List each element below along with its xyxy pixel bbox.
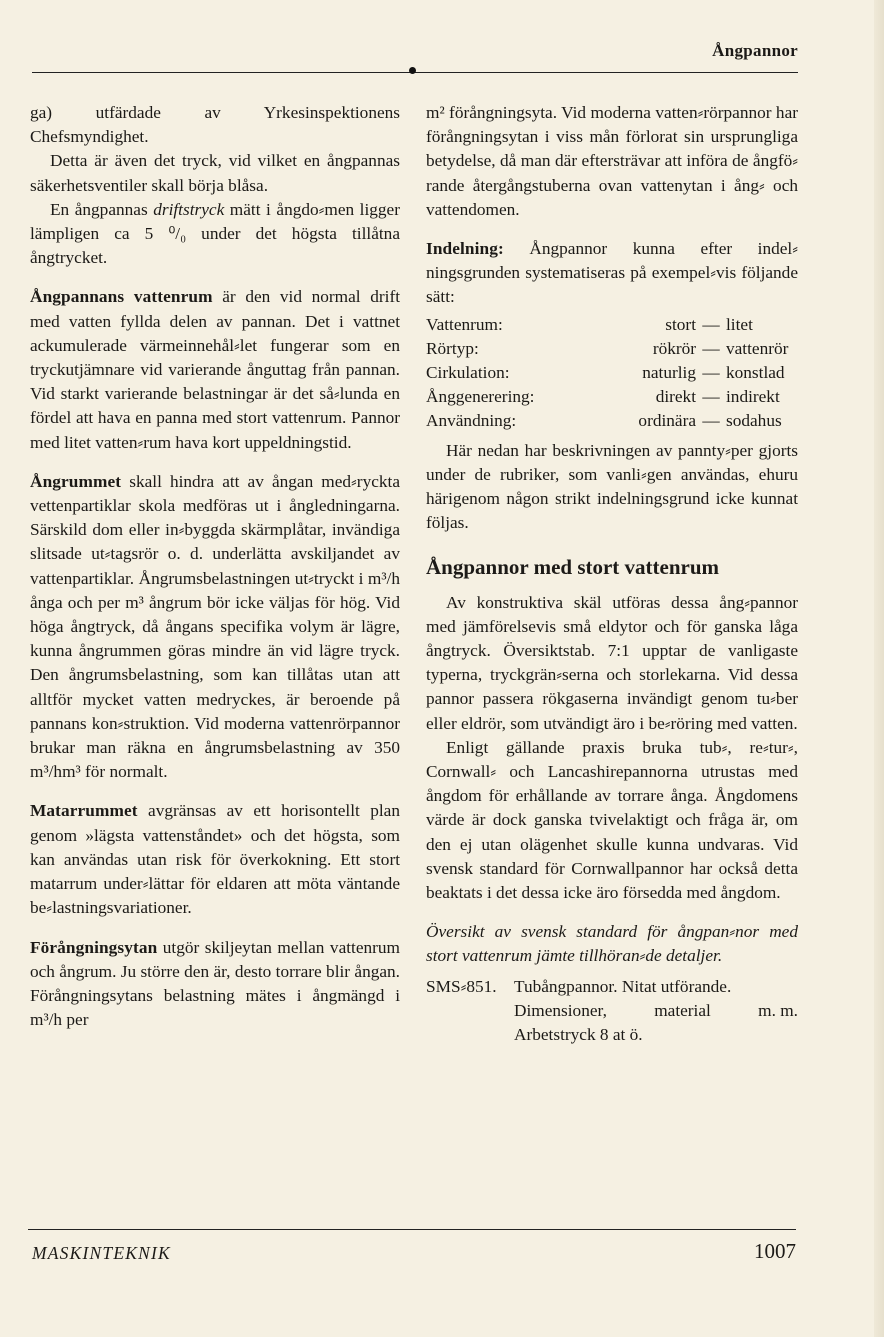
term-heading: Ångpannans vattenrum — [30, 287, 213, 307]
paragraph-text: utgör skiljeytan mellan vattenrum och ångrum. Ju större den är, desto torrare blir ångan. Förångningsytans belastning mätes i ångmängd i m³/h per — [30, 937, 400, 1030]
paragraph-water-space — [30, 285, 400, 454]
classification-row — [426, 409, 798, 433]
classification-dash: — — [702, 411, 720, 431]
term-heading: Förångningsytan — [30, 937, 158, 957]
paragraph-steam-space — [30, 470, 400, 785]
term-heading: Matarrummet — [30, 801, 138, 821]
term-heading: Ångrummet — [30, 471, 122, 491]
paragraph-after-classification: Här nedan har beskrivningen av pannty⸗per gjorts under de rubriker, som vanli⸗gen användas, ehuru härigenom någon strikt indelningsgrund icke kunnat följas. — [426, 440, 798, 533]
standard-listing — [426, 975, 798, 1048]
paragraph-safety-valves: Detta är även det tryck, vid vilket en ångpannas säkerhetsventiler skall börja blåsa. — [30, 151, 400, 195]
page-number: 1007 — [754, 1239, 796, 1263]
classification-value-b: vattenrör — [726, 338, 789, 358]
classification-label: Användning: — [426, 411, 517, 431]
right-column — [426, 101, 798, 1047]
classification-label: Ånggenerering: — [426, 387, 535, 407]
header-dot — [409, 67, 416, 74]
classification-value-b: litet — [726, 314, 753, 334]
footer-rule — [28, 1229, 796, 1230]
paragraph-operating-pressure — [30, 198, 400, 271]
paragraph-text: skall hindra att av ångan med⸗ryckta vettenpartiklar skola medföras ut i ångledningarna. Särskild dom eller in⸗byggda skärmplåtar, invändiga slitsade ut⸗tagsrör o. d. underlätta avskiljandet av vattenpartiklar. Ångrumsbelastningen ut⸗tryckt i m³/h ånga och per m³ ångrum bör icke väljas för hög. Vid höga ångtryck, då ångans specifika volym är lägre, kunna ångrummen göras mindre än vid lägre tryck. Den ångrumsbelastning, som kan tillåtas utan att alltför mycket vatten medryckes, är beroende på pannans kon⸗struktion. Vid moderna vattenrörpannor brukar man räkna en ångrumsbelastning av 350 m³/hm³ för normalt. — [30, 471, 400, 782]
classification-label: Cirkulation: — [426, 363, 510, 382]
section-heading: Ångpannor med stort vattenrum — [426, 555, 720, 580]
standard-code: SMS⸗851. — [426, 976, 497, 996]
classification-label: Rörtyp: — [426, 338, 479, 358]
standard-pressure: Arbetstryck 8 at ö. — [514, 1025, 643, 1045]
classification-dash: — — [702, 387, 720, 407]
classification-row — [426, 385, 798, 409]
classification-value-b: konstlad — [726, 363, 785, 382]
classification-row — [426, 337, 798, 361]
paragraph-section-1: Av konstruktiva skäl utföras dessa ång⸗pannor med jämförelsevis små eldytor och för ganska låga ångtryck. Översiktstab. 7:1 upptar de vanligaste typerna, tryckgrän⸗serna och storlekarna. Vid dessa pannor passera rökgaserna invändigt genom tu⸗ber eller eldrör, som utvändigt äro i be⸗röring med vatten. — [426, 592, 798, 733]
paragraph-overview — [426, 920, 798, 968]
paragraph-text: är den vid normal drift med vatten fyllda delen av pannan. Det i vattnet ackumulerade värmeinnehål⸗let fungerar som en tryckutjämnare vid varierande ånguttag från pannan. Vid starkt varierande belastningar är det så⸗lunda en fördel att hava en panna med stort vattenrum. Pannor med litet vatten⸗rum hava kort uppeldningstid. — [30, 287, 400, 452]
paragraph-classification-intro — [426, 237, 798, 310]
overview-caption: Översikt av svensk standard för ångpan⸗nor med stort vattenrum jämte tillhöran⸗de detaljer. — [426, 922, 798, 966]
classification-dash: — — [702, 363, 720, 382]
term-heading: Indelning: — [426, 239, 504, 259]
standard-title: Tubångpannor. Nitat utförande. — [514, 976, 732, 996]
text-fragment: mätt i ångdo⸗men ligger lämpligen ca 5 ⁰/₀ under det högsta tillåtna ångtrycket. — [30, 199, 400, 268]
standard-detail: Dimensioner, — [514, 1000, 607, 1020]
classification-dash: — — [702, 314, 720, 334]
term-driftstryck: driftstryck — [153, 199, 225, 219]
paragraph-section-2: Enligt gällande praxis bruka tub⸗, re⸗tur⸗, Cornwall⸗ och Lancashirepannorna utrustas med ångdom för erhållande av torrare ånga. Ångdomens värde är dock ganska tvivelaktigt och fråga är, om den ej utan olägenhet skulle kunna undvaras. Vid svensk standard för Cornwallpannor har också detta beaktats i det dessa icke äro försedda med ångdom. — [426, 737, 798, 903]
classification-value-a: rökrör — [652, 338, 696, 358]
standard-row — [426, 975, 798, 999]
classification-value-a: stort — [665, 314, 696, 334]
classification-value-a: naturlig — [642, 363, 696, 382]
classification-dash: — — [702, 338, 720, 358]
classification-row — [426, 313, 798, 337]
page-edge — [874, 0, 884, 1337]
journal-name: MASKINTEKNIK — [32, 1243, 171, 1263]
standard-detail: m. m. — [758, 1000, 798, 1020]
classification-value-a: ordinära — [638, 411, 696, 431]
left-column — [30, 101, 400, 1032]
classification-value-b: sodahus — [726, 411, 782, 431]
classification-label: Vattenrum: — [426, 314, 503, 334]
classification-value-a: direkt — [655, 387, 696, 407]
paragraph-continuation: m² förångningsyta. Vid moderna vatten⸗rörpannor har förångningsytan i viss mån förlorat sin ursprungliga betydelse, då man där eftersträvar att införa de ångfö⸗rande återgångstuberna ovan vattenytan i ång⸗ och vattendomen. — [426, 103, 798, 219]
text-fragment: En ångpannas — [50, 199, 154, 219]
paragraph-evaporation-surface — [30, 936, 400, 1033]
paragraph-continuation: ga) utfärdade av Yrkesinspektionens Chefsmyndighet. — [30, 103, 400, 147]
paragraph-text: Ångpannor kunna efter indel⸗ningsgrunden systematiseras på exempel⸗vis följande sätt: — [426, 239, 798, 307]
classification-table — [426, 313, 798, 434]
running-head: Ångpannor — [712, 41, 798, 60]
classification-value-b: indirekt — [726, 387, 780, 407]
paragraph-feed-space — [30, 799, 400, 920]
standard-details — [426, 999, 798, 1023]
standard-detail: material — [654, 1000, 711, 1020]
paragraph-text: avgränsas av ett horisontellt plan genom »lägsta vattenståndet» och det högsta, som kan användas utan risk för överkokning. Ett stort matarrum under⸗lättar för eldaren att möta väntande be⸗lastningsvariationer. — [30, 801, 400, 918]
classification-row — [426, 361, 798, 385]
